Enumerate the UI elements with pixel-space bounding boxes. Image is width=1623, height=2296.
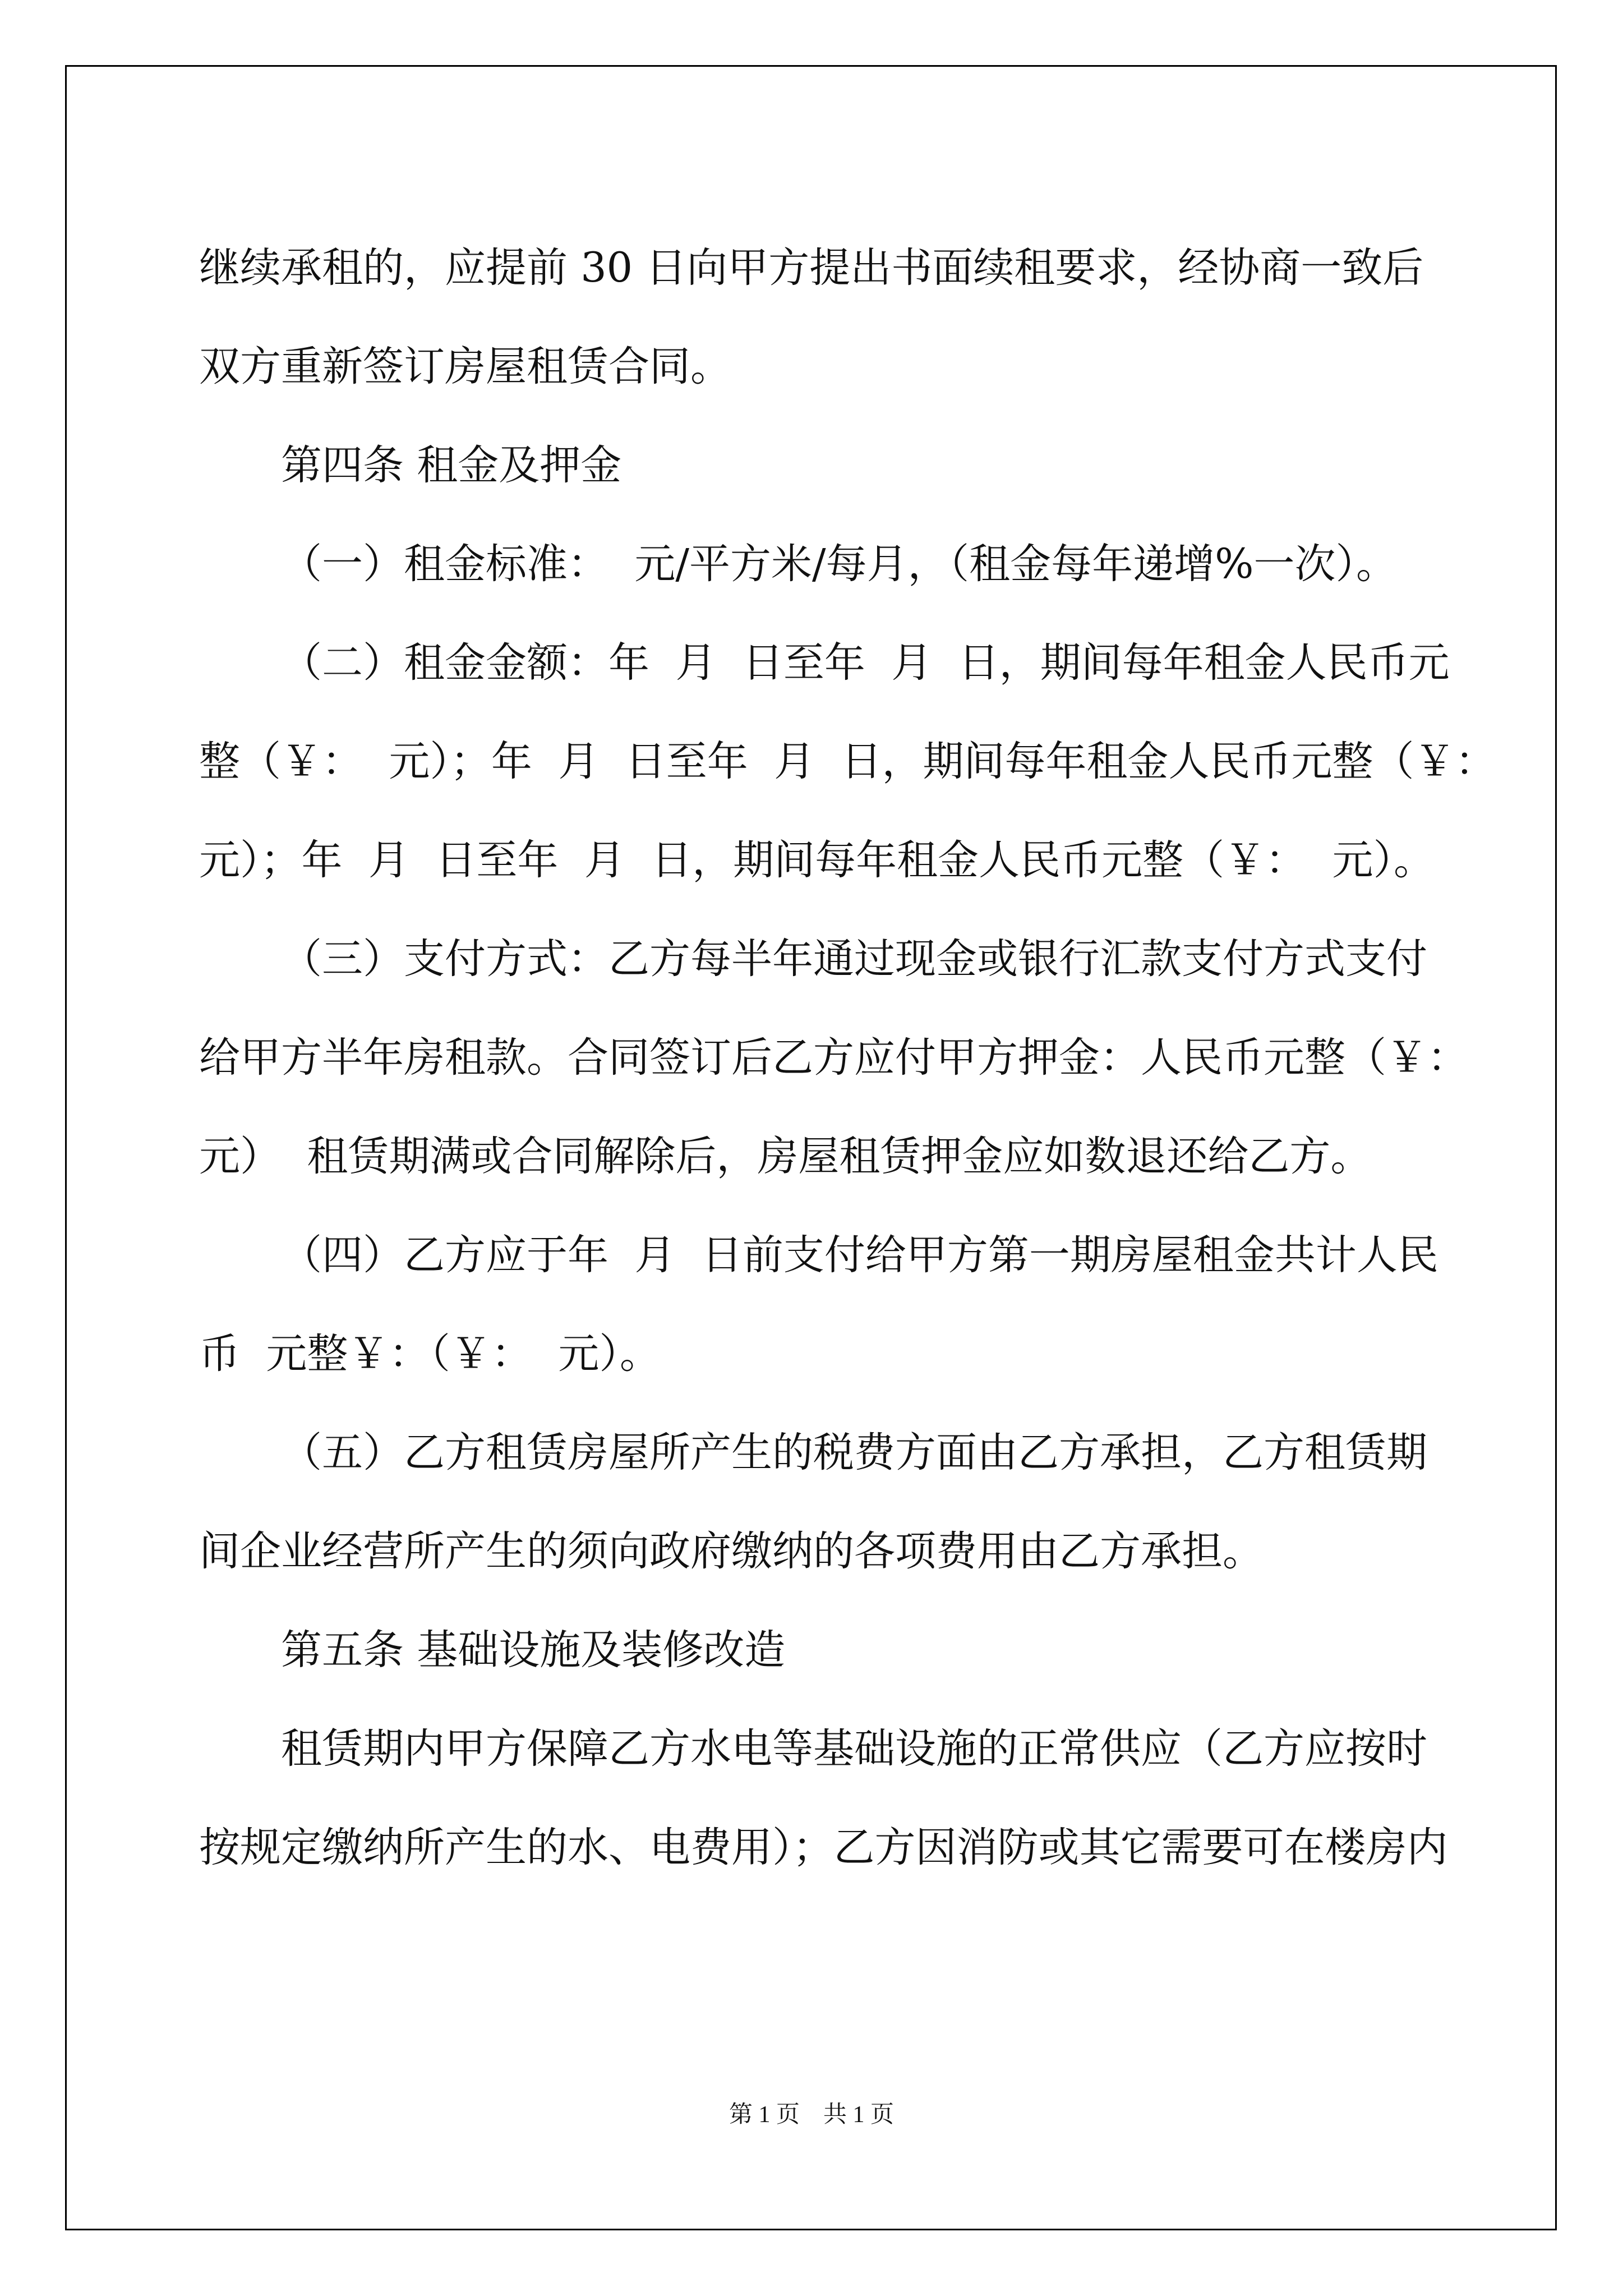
text-line: 双方重新签订房屋租赁合同。	[199, 343, 731, 390]
text-line: （三）支付方式：乙方每半年通过现金或银行汇款支付方式支付	[281, 935, 1427, 983]
text-line: （四）乙方应于年 月 日前支付给甲方第一期房屋租金共计人民	[281, 1231, 1438, 1279]
text-line: （一）租金标准： 元/平方米/每月，（租金每年递增%一次）。	[281, 540, 1397, 588]
text-line: （二）租金金额：年 月 日至年 月 日，期间每年租金人民币元	[281, 639, 1450, 687]
text-line: 按规定缴纳所产生的水、电费用）；乙方因消防或其它需要可在楼房内	[199, 1824, 1448, 1871]
document-body	[199, 219, 1496, 1897]
text-line: 给甲方半年房租款。合同签订后乙方应付甲方押金：人民币元整（￥：	[199, 1034, 1468, 1082]
page-number-footer: 第 1 页 共 1 页	[728, 2102, 894, 2128]
text-line: 间企业经营所产生的须向政府缴纳的各项费用由乙方承担。	[199, 1527, 1264, 1575]
text-line: 元）；年 月 日至年 月 日，期间每年租金人民币元整（￥： 元）。	[199, 836, 1435, 884]
text-line: （五）乙方租赁房屋所产生的税费方面由乙方承担，乙方租赁期	[281, 1429, 1427, 1476]
text-line: 元） 租赁期满或合同解除后，房屋租赁押金应如数退还给乙方。	[199, 1133, 1372, 1180]
text-line: 租赁期内甲方保障乙方水电等基础设施的正常供应（乙方应按时	[281, 1725, 1427, 1773]
section-heading: 第四条 租金及押金	[281, 441, 622, 489]
text-line: 整（￥： 元）；年 月 日至年 月 日，期间每年租金人民币元整（￥：	[199, 738, 1496, 785]
text-line: 币 元整￥：（￥： 元）。	[199, 1330, 661, 1378]
text-line: 继续承租的，应提前 30 日向甲方提出书面续租要求，经协商一致后	[199, 244, 1424, 292]
section-heading: 第五条 基础设施及装修改造	[281, 1626, 786, 1674]
